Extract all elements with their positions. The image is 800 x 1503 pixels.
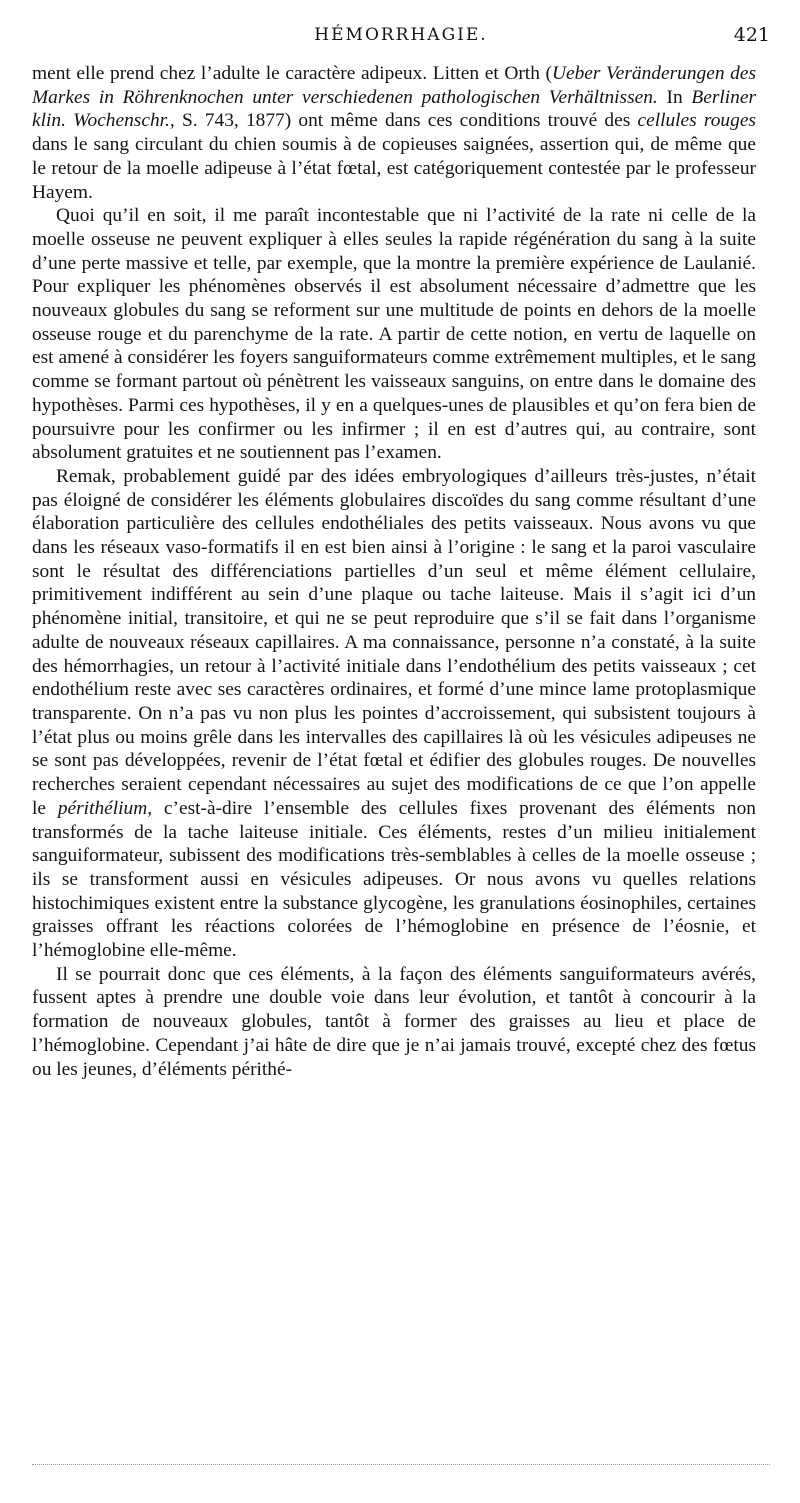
paragraph [32,62,756,204]
text-run: ment elle prend chez l’adulte le caractère adipeux. Litten et Orth ( [32,63,552,84]
text-run: , S. 743, 1877) ont même dans ces conditions trouvé des [169,110,638,132]
footer-rule [32,1464,770,1465]
running-title: HÉMORRHAGIE. [314,25,488,45]
text-run: dans le sang circulant du chien soumis à de copieuses saignées, assertion qui, de même que le retour de la moelle adipeuse à l’état fœtal, est catégoriquement contestée par le professeur Hayem. [32,134,756,203]
text-run: Remak, probablement guidé par des idées embryologiques d’ailleurs très-justes, n’était pas éloigné de considérer les éléments globulaires discoïdes du sang comme résultant d’une élaboration particulière des cellules endothéliales des petits vaisseaux. Nous avons vu que dans les réseaux vaso-formatifs il en est bien ainsi à l’origine : le sang et la paroi vasculaire sont le résultat des différenciations partielles d’un seul et même élément cellulaire, primitivement indifférent au sein d’une plaque ou tache laiteuse. Mais il s’agit ici d’un phénomène initial, transitoire, et qui ne se peut reproduire que s’il se fait dans l’organisme adulte de nouveaux réseaux capillaires. A ma connaissance, personne n’a constaté, à la suite des hémorrhagies, un retour à l’activité initiale dans l’endothélium des petits vaisseaux ; cet endothélium reste avec ses caractères ordinaires, et formé d’une mince lame protoplasmique transparente. On n’a pas vu non plus les pointes d’accroissement, qui subsistent toujours à l’état plus ou moins grêle dans les intervalles des capillaires là où les vésicules adipeuses ne se sont pas développées, revenir de l’état fœtal et édifier des globules rouges. De nouvelles recherches seraient cependant nécessaires au sujet des modifications de ce que l’on appelle le [32,465,756,819]
text-run: Il se pourrait donc que ces éléments, à la façon des éléments sanguiformateurs avérés, fussent aptes à prendre une double voie dans leur évolution, et tantôt à concourir à la formation de nouveaux globules, tantôt à former des graisses au lieu et place de l’hémoglobine. Cependant j’ai hâte de dire que je n’ai jamais trouvé, excepté chez des fœtus ou les jeunes, d’éléments périthé- [32,963,756,1080]
text-run: In [657,86,692,108]
italic-text: cellules rouges [637,110,756,132]
paragraph [32,963,756,1082]
text-run: , c’est-à-dire l’ensemble des cellules fixes provenant des éléments non transformés de la tache laiteuse initiale. Ces éléments, restes d’un milieu initialement sanguiformateur, subissent des modifications très-semblables à celles de la moelle osseuse ; ils se transforment aussi en vésicules adipeuses. Or nous avons vu quelles relations histochimiques existent entre la substance glycogène, les granulations éosinophiles, certaines graisses offrant les réactions colorées de l’hémoglobine en présence de l’éosnie, et l’hémoglobine elle-même. [32,797,757,962]
italic-text: périthélium [57,797,148,819]
italic-text: Ueber Veränderungen des Markes in Röhrenknochen unter verschiedenen pathologischen Verhältnissen. [32,63,756,108]
italic-text: Berliner klin. Wochenschr. [32,86,756,132]
running-head [32,20,770,50]
paragraph [32,465,756,963]
body-text [32,62,756,1081]
paragraph [32,204,756,465]
page-number: 421 [733,24,770,46]
text-run: Quoi qu’il en soit, il me paraît incontestable que ni l’activité de la rate ni celle de la moelle osseuse ne peuvent expliquer à elles seules la rapide régénération du sang à la suite d’une perte massive et telle, par exemple, que la montre la première expérience de Laulanié. Pour expliquer les phénomènes observés il est absolument nécessaire d’admettre que les nouveaux globules du sang se reforment sur une multitude de points en dehors de la moelle osseuse rouge et du parenchyme de la rate. A partir de cette notion, en vertu de laquelle on est amené à considérer les foyers sanguiformateurs comme extrêmement multiples, et le sang comme se formant partout où pénètrent les vaisseaux sanguins, on entre dans le domaine des hypothèses. Parmi ces hypothèses, il y en a quelques-unes de plausibles et qu’on fera bien de poursuivre pour les confirmer ou les infirmer ; il en est d’autres qui, au contraire, sont absolument gratuites et ne soutiennent pas l’examen. [32,205,756,464]
